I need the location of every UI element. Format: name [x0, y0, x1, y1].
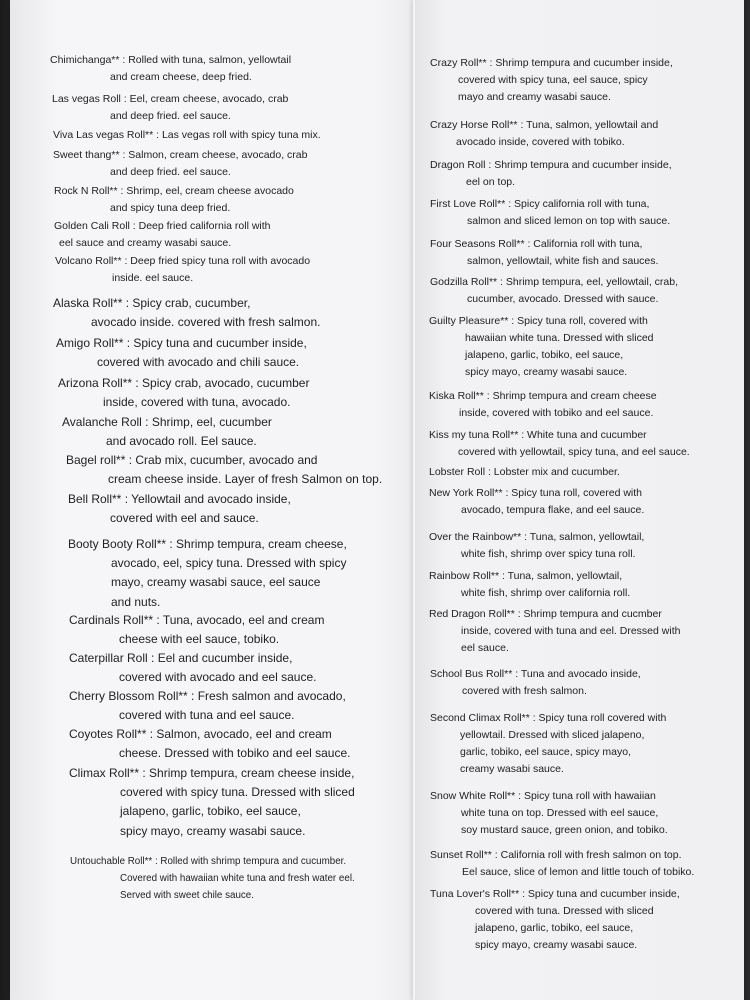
item-line: covered with fresh salmon.	[462, 685, 587, 697]
menu-item-four-seasons-roll	[430, 236, 658, 270]
item-line: covered with tuna and eel sauce.	[119, 708, 295, 723]
item-line: covered with eel and sauce.	[110, 511, 259, 526]
item-line: and avocado roll. Eel sauce.	[106, 434, 257, 449]
item-line: Viva Las vegas Roll** : Las vegas roll with spicy tuna mix.	[53, 129, 321, 141]
item-line: Covered with hawaiian white tuna and fresh water eel.	[120, 873, 355, 884]
item-line: eel on top.	[466, 176, 516, 188]
item-line: Crazy Horse Roll** : Tuna, salmon, yellowtail and	[430, 119, 659, 131]
item-line: jalapeno, garlic, tobiko, eel sauce,	[465, 349, 624, 361]
item-line: eel sauce.	[461, 642, 509, 654]
item-line: School Bus Roll** : Tuna and avocado inside,	[430, 668, 641, 680]
menu-item-dragon-roll	[430, 157, 672, 191]
menu-item-caterpillar-roll	[69, 649, 316, 687]
item-line: avocado inside. covered with fresh salmon.	[91, 315, 321, 330]
item-line: covered with spicy tuna, eel sauce, spicy	[458, 74, 648, 86]
menu-item-climax-roll	[69, 764, 355, 841]
item-line: Avalanche Roll : Shrimp, eel, cucumber	[62, 415, 272, 429]
item-line: Cherry Blossom Roll** : Fresh salmon and avocado,	[69, 689, 346, 703]
item-line: Las vegas Roll : Eel, cream cheese, avocado, crab	[52, 93, 289, 105]
item-line: Chimichanga** : Rolled with tuna, salmon, yellowtail	[50, 54, 292, 66]
item-line: Red Dragon Roll** : Shrimp tempura and cucmber	[429, 608, 662, 620]
item-line: salmon and sliced lemon on top with sauce.	[467, 215, 671, 227]
item-line: Snow White Roll** : Spicy tuna roll with hawaiian	[430, 790, 656, 802]
item-line: inside. eel sauce.	[112, 272, 194, 284]
item-line: Tuna Lover's Roll** : Spicy tuna and cucumber inside,	[430, 888, 680, 900]
menu-item-arizona-roll	[58, 374, 309, 412]
item-line: Sunset Roll** : California roll with fresh salmon on top.	[430, 849, 682, 861]
menu-item-school-bus-roll	[430, 666, 641, 700]
menu-item-bagel-roll	[66, 451, 382, 489]
menu-item-new-york-roll	[429, 485, 644, 519]
item-line: covered with tuna. Dressed with sliced	[475, 905, 654, 917]
item-line: hawaiian white tuna. Dressed with sliced	[465, 332, 654, 344]
item-line: white fish, shrimp over spicy tuna roll.	[461, 548, 636, 560]
menu-item-sweet-thang	[53, 147, 307, 181]
item-line: Crazy Roll** : Shrimp tempura and cucumber inside,	[430, 57, 673, 69]
item-line: Caterpillar Roll : Eel and cucumber inside,	[69, 651, 293, 665]
item-line: cheese with eel sauce, tobiko.	[119, 632, 280, 647]
item-line: covered with spicy tuna. Dressed with sliced	[120, 785, 355, 800]
menu-item-cherry-blossom-roll	[69, 687, 346, 725]
item-line: avocado, eel, spicy tuna. Dressed with spicy	[111, 556, 347, 571]
menu-item-avalanche-roll	[62, 413, 272, 451]
item-line: covered with avocado and eel sauce.	[119, 670, 317, 685]
item-line: and nuts.	[111, 594, 161, 609]
item-line: white tuna on top. Dressed with eel sauce,	[461, 807, 659, 819]
item-line: jalapeno, garlic, tobiko, eel sauce,	[475, 922, 634, 934]
item-line: inside, covered with tuna, avocado.	[103, 395, 291, 410]
item-line: Dragon Roll : Shrimp tempura and cucumber inside,	[430, 159, 672, 171]
item-line: mayo, creamy wasabi sauce, eel sauce	[111, 575, 321, 590]
item-line: Kiska Roll** : Shrimp tempura and cream cheese	[429, 390, 657, 402]
item-line: Golden Cali Roll : Deep fried california roll with	[54, 220, 271, 232]
menu-item-kiska-roll	[429, 388, 657, 422]
item-line: jalapeno, garlic, tobiko, eel sauce,	[120, 804, 301, 819]
menu-item-rock-n-roll	[54, 183, 294, 217]
menu-item-first-love-roll	[430, 196, 670, 230]
item-line: Amigo Roll** : Spicy tuna and cucumber inside,	[56, 336, 307, 350]
menu-item-over-the-rainbow	[429, 529, 644, 563]
item-line: covered with avocado and chili sauce.	[97, 355, 300, 370]
item-line: cheese. Dressed with tobiko and eel sauce.	[119, 746, 351, 761]
item-line: Volcano Roll** : Deep fried spicy tuna roll with avocado	[55, 255, 311, 267]
item-line: Guilty Pleasure** : Spicy tuna roll, covered with	[429, 315, 648, 327]
item-line: Booty Booty Roll** : Shrimp tempura, cream cheese,	[68, 537, 347, 551]
item-line: Four Seasons Roll** : California roll with tuna,	[430, 238, 643, 250]
item-line: Eel sauce, slice of lemon and little touch of tobiko.	[462, 866, 695, 878]
item-line: soy mustard sauce, green onion, and tobiko.	[461, 824, 668, 836]
item-line: eel sauce and creamy wasabi sauce.	[59, 237, 232, 249]
menu-item-amigo-roll	[56, 334, 307, 372]
item-line: Served with sweet chile sauce.	[120, 890, 254, 901]
menu-item-viva-las-vegas-roll	[53, 127, 321, 144]
item-line: Lobster Roll : Lobster mix and cucumber.	[429, 466, 620, 478]
menu-item-crazy-roll	[430, 55, 673, 106]
item-line: Bell Roll** : Yellowtail and avocado inside,	[68, 492, 291, 506]
item-line: spicy mayo, creamy wasabi sauce.	[465, 366, 628, 378]
menu-item-untouchable-roll	[70, 853, 355, 904]
item-line: Rock N Roll** : Shrimp, eel, cream cheese avocado	[54, 185, 294, 197]
item-line: inside, covered with tobiko and eel sauce.	[459, 407, 654, 419]
page-fold	[412, 0, 416, 1000]
menu-item-crazy-horse-roll	[430, 117, 658, 151]
item-line: covered with yellowtail, spicy tuna, and eel sauce.	[458, 446, 690, 458]
item-line: New York Roll** : Spicy tuna roll, covered with	[429, 487, 643, 499]
item-line: spicy mayo, creamy wasabi sauce.	[120, 823, 306, 838]
item-line: Climax Roll** : Shrimp tempura, cream cheese inside,	[69, 766, 355, 780]
item-line: cucumber, avocado. Dressed with sauce.	[467, 293, 659, 305]
menu-item-golden-cali-roll	[54, 218, 271, 252]
item-line: Untouchable Roll** : Rolled with shrimp tempura and cucumber.	[70, 856, 347, 867]
item-line: Bagel roll** : Crab mix, cucumber, avocado and	[66, 453, 318, 467]
item-line: Over the Rainbow** : Tuna, salmon, yellowtail,	[429, 531, 645, 543]
menu-item-kiss-my-tuna-roll	[429, 427, 690, 461]
item-line: yellowtail. Dressed with sliced jalapeno,	[460, 729, 645, 741]
item-line: cream cheese inside. Layer of fresh Salmon on top.	[108, 472, 383, 487]
item-line: Second Climax Roll** : Spicy tuna roll covered with	[430, 712, 667, 724]
menu-item-coyotes-roll	[69, 725, 350, 763]
menu-item-lobster-roll	[429, 464, 620, 481]
item-line: and deep fried. eel sauce.	[110, 166, 231, 178]
item-line: mayo and creamy wasabi sauce.	[458, 91, 611, 103]
item-line: Alaska Roll** : Spicy crab, cucumber,	[53, 296, 251, 310]
item-line: inside, covered with tuna and eel. Dressed with	[461, 625, 681, 637]
menu-item-bell-roll	[68, 490, 291, 528]
menu-item-rainbow-roll	[429, 568, 630, 602]
menu-item-guilty-pleasure	[429, 313, 654, 381]
item-line: white fish, shrimp over california roll.	[461, 587, 631, 599]
item-line: First Love Roll** : Spicy california roll with tuna,	[430, 198, 650, 210]
menu-item-chimichanga	[50, 52, 291, 86]
item-line: Godzilla Roll** : Shrimp tempura, eel, yellowtail, crab,	[430, 276, 679, 288]
menu-item-las-vegas-roll	[52, 91, 288, 125]
item-line: Arizona Roll** : Spicy crab, avocado, cucumber	[58, 376, 310, 390]
item-line: Kiss my tuna Roll** : White tuna and cucumber	[429, 429, 647, 441]
menu-item-tuna-lovers-roll	[430, 886, 680, 954]
menu-item-snow-white-roll	[430, 788, 668, 839]
item-line: avocado, tempura flake, and eel sauce.	[461, 504, 645, 516]
menu-item-godzilla-roll	[430, 274, 678, 308]
item-line: and spicy tuna deep fried.	[110, 202, 231, 214]
item-line: and deep fried. eel sauce.	[110, 110, 231, 122]
item-line: salmon, yellowtail, white fish and sauces.	[467, 255, 659, 267]
menu-item-red-dragon-roll	[429, 606, 680, 657]
menu-item-second-climax-roll	[430, 710, 666, 778]
item-line: spicy mayo, creamy wasabi sauce.	[475, 939, 638, 951]
item-line: Coyotes Roll** : Salmon, avocado, eel and cream	[69, 727, 332, 741]
item-line: and cream cheese, deep fried.	[110, 71, 252, 83]
menu-item-volcano-roll	[55, 253, 310, 287]
item-line: creamy wasabi sauce.	[460, 763, 564, 775]
menu-item-cardinals-roll	[69, 611, 324, 649]
item-line: avocado inside, covered with tobiko.	[456, 136, 625, 148]
item-line: Sweet thang** : Salmon, cream cheese, avocado, crab	[53, 149, 308, 161]
item-line: Cardinals Roll** : Tuna, avocado, eel and cream	[69, 613, 325, 627]
item-line: garlic, tobiko, eel sauce, spicy mayo,	[460, 746, 631, 758]
menu-item-alaska-roll	[53, 294, 320, 332]
item-line: Rainbow Roll** : Tuna, salmon, yellowtail,	[429, 570, 623, 582]
menu-item-sunset-roll	[430, 847, 694, 881]
menu-item-booty-booty-roll	[68, 535, 347, 612]
